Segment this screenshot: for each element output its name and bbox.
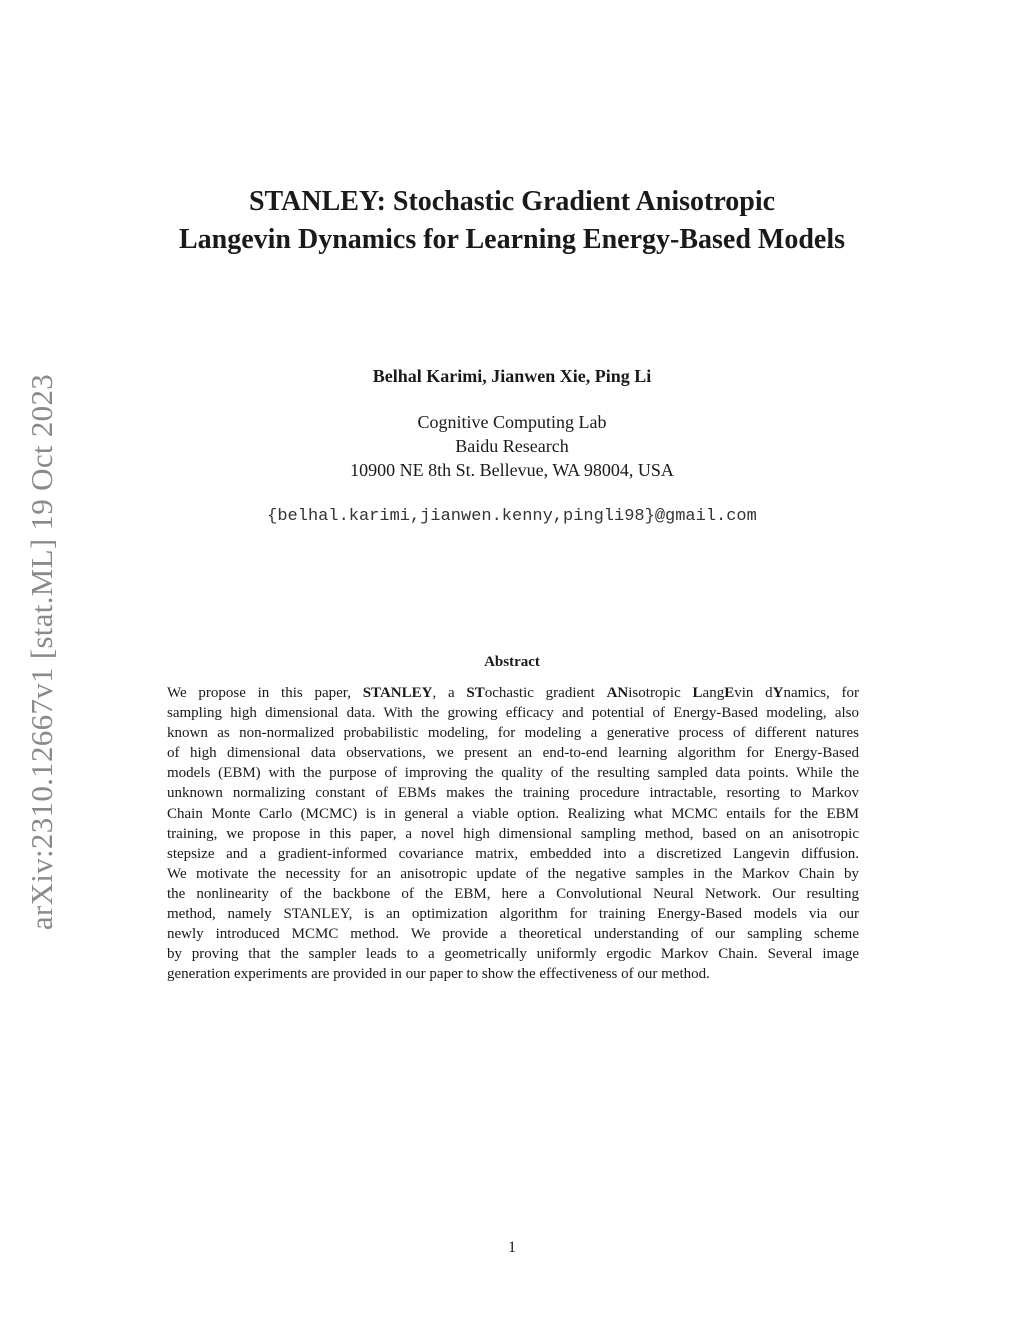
abstract-line: stepsize and a gradient-informed covariance matrix, embedded into a discretized Langevin diffusion. — [167, 845, 859, 862]
affiliation-org: Baidu Research — [455, 436, 569, 456]
abstract-line: training, we propose in this paper, a novel high dimensional sampling method, based on an anisotropic — [167, 825, 859, 842]
affiliation-lab: Cognitive Computing Lab — [417, 412, 607, 432]
abstract-line: generation experiments are provided in our paper to show the effectiveness of our method. — [167, 966, 710, 983]
abstract-line: method, namely STANLEY, is an optimization algorithm for training Energy-Based models via our — [167, 906, 859, 923]
author-separator: , — [482, 366, 492, 386]
abstract-line: by proving that the sampler leads to a geometrically uniformly ergodic Markov Chain. Several image — [167, 946, 859, 963]
abstract-line: models (EBM) with the purpose of improving the quality of the resulting sampled data points. While the — [167, 765, 859, 782]
title-line-2: Langevin Dynamics for Learning Energy-Based Models — [178, 224, 846, 255]
abstract-line: newly introduced MCMC method. We provide a theoretical understanding of our sampling scheme — [167, 926, 859, 943]
abstract-line: of high dimensional data observations, we present an end-to-end learning algorithm for Energy-Based — [167, 745, 859, 762]
page-number: 1 — [508, 1239, 516, 1256]
author-name: Belhal Karimi — [372, 366, 483, 386]
abstract-line: We propose in this paper, STANLEY, a STochastic gradient ANisotropic LangEvin dYnamics, for — [167, 685, 860, 701]
abstract-line: the nonlinearity of the backbone of the EBM, here a Convolutional Neural Network. Our resulting — [167, 885, 859, 902]
abstract-heading: Abstract — [484, 654, 540, 670]
paper-title — [0, 183, 1024, 259]
abstract-line: known as non-normalized probabilistic modeling, for modeling a generative process of different natures — [167, 725, 859, 742]
abstract-body — [167, 683, 859, 984]
author-emails: {belhal.karimi,jianwen.kenny,pingli98}@gmail.com — [267, 507, 757, 526]
title-line-1: STANLEY: Stochastic Gradient Anisotropic — [248, 186, 776, 217]
author-name: Jianwen Xie — [491, 366, 586, 386]
abstract-line: We motivate the necessity for an anisotropic update of the negative samples in the Markov Chain by — [167, 865, 859, 882]
author-separator: , — [585, 366, 595, 386]
author-list — [0, 364, 1024, 388]
abstract-line: Chain Monte Carlo (MCMC) is in general a viable option. Realizing what MCMC entails for the EBM — [167, 805, 859, 822]
affiliation-address: 10900 NE 8th St. Bellevue, WA 98004, USA — [350, 460, 674, 480]
abstract-line: sampling high dimensional data. With the growing efficacy and potential of Energy-Based modeling, also — [167, 705, 859, 722]
author-name: Ping Li — [594, 366, 652, 386]
abstract-line: unknown normalizing constant of EBMs makes the training procedure intractable, resorting to Markov — [167, 785, 859, 802]
affiliation-block — [0, 410, 1024, 482]
arxiv-identifier-stamp: arXiv:2310.12667v1 [stat.ML] 19 Oct 2023 — [24, 373, 59, 931]
